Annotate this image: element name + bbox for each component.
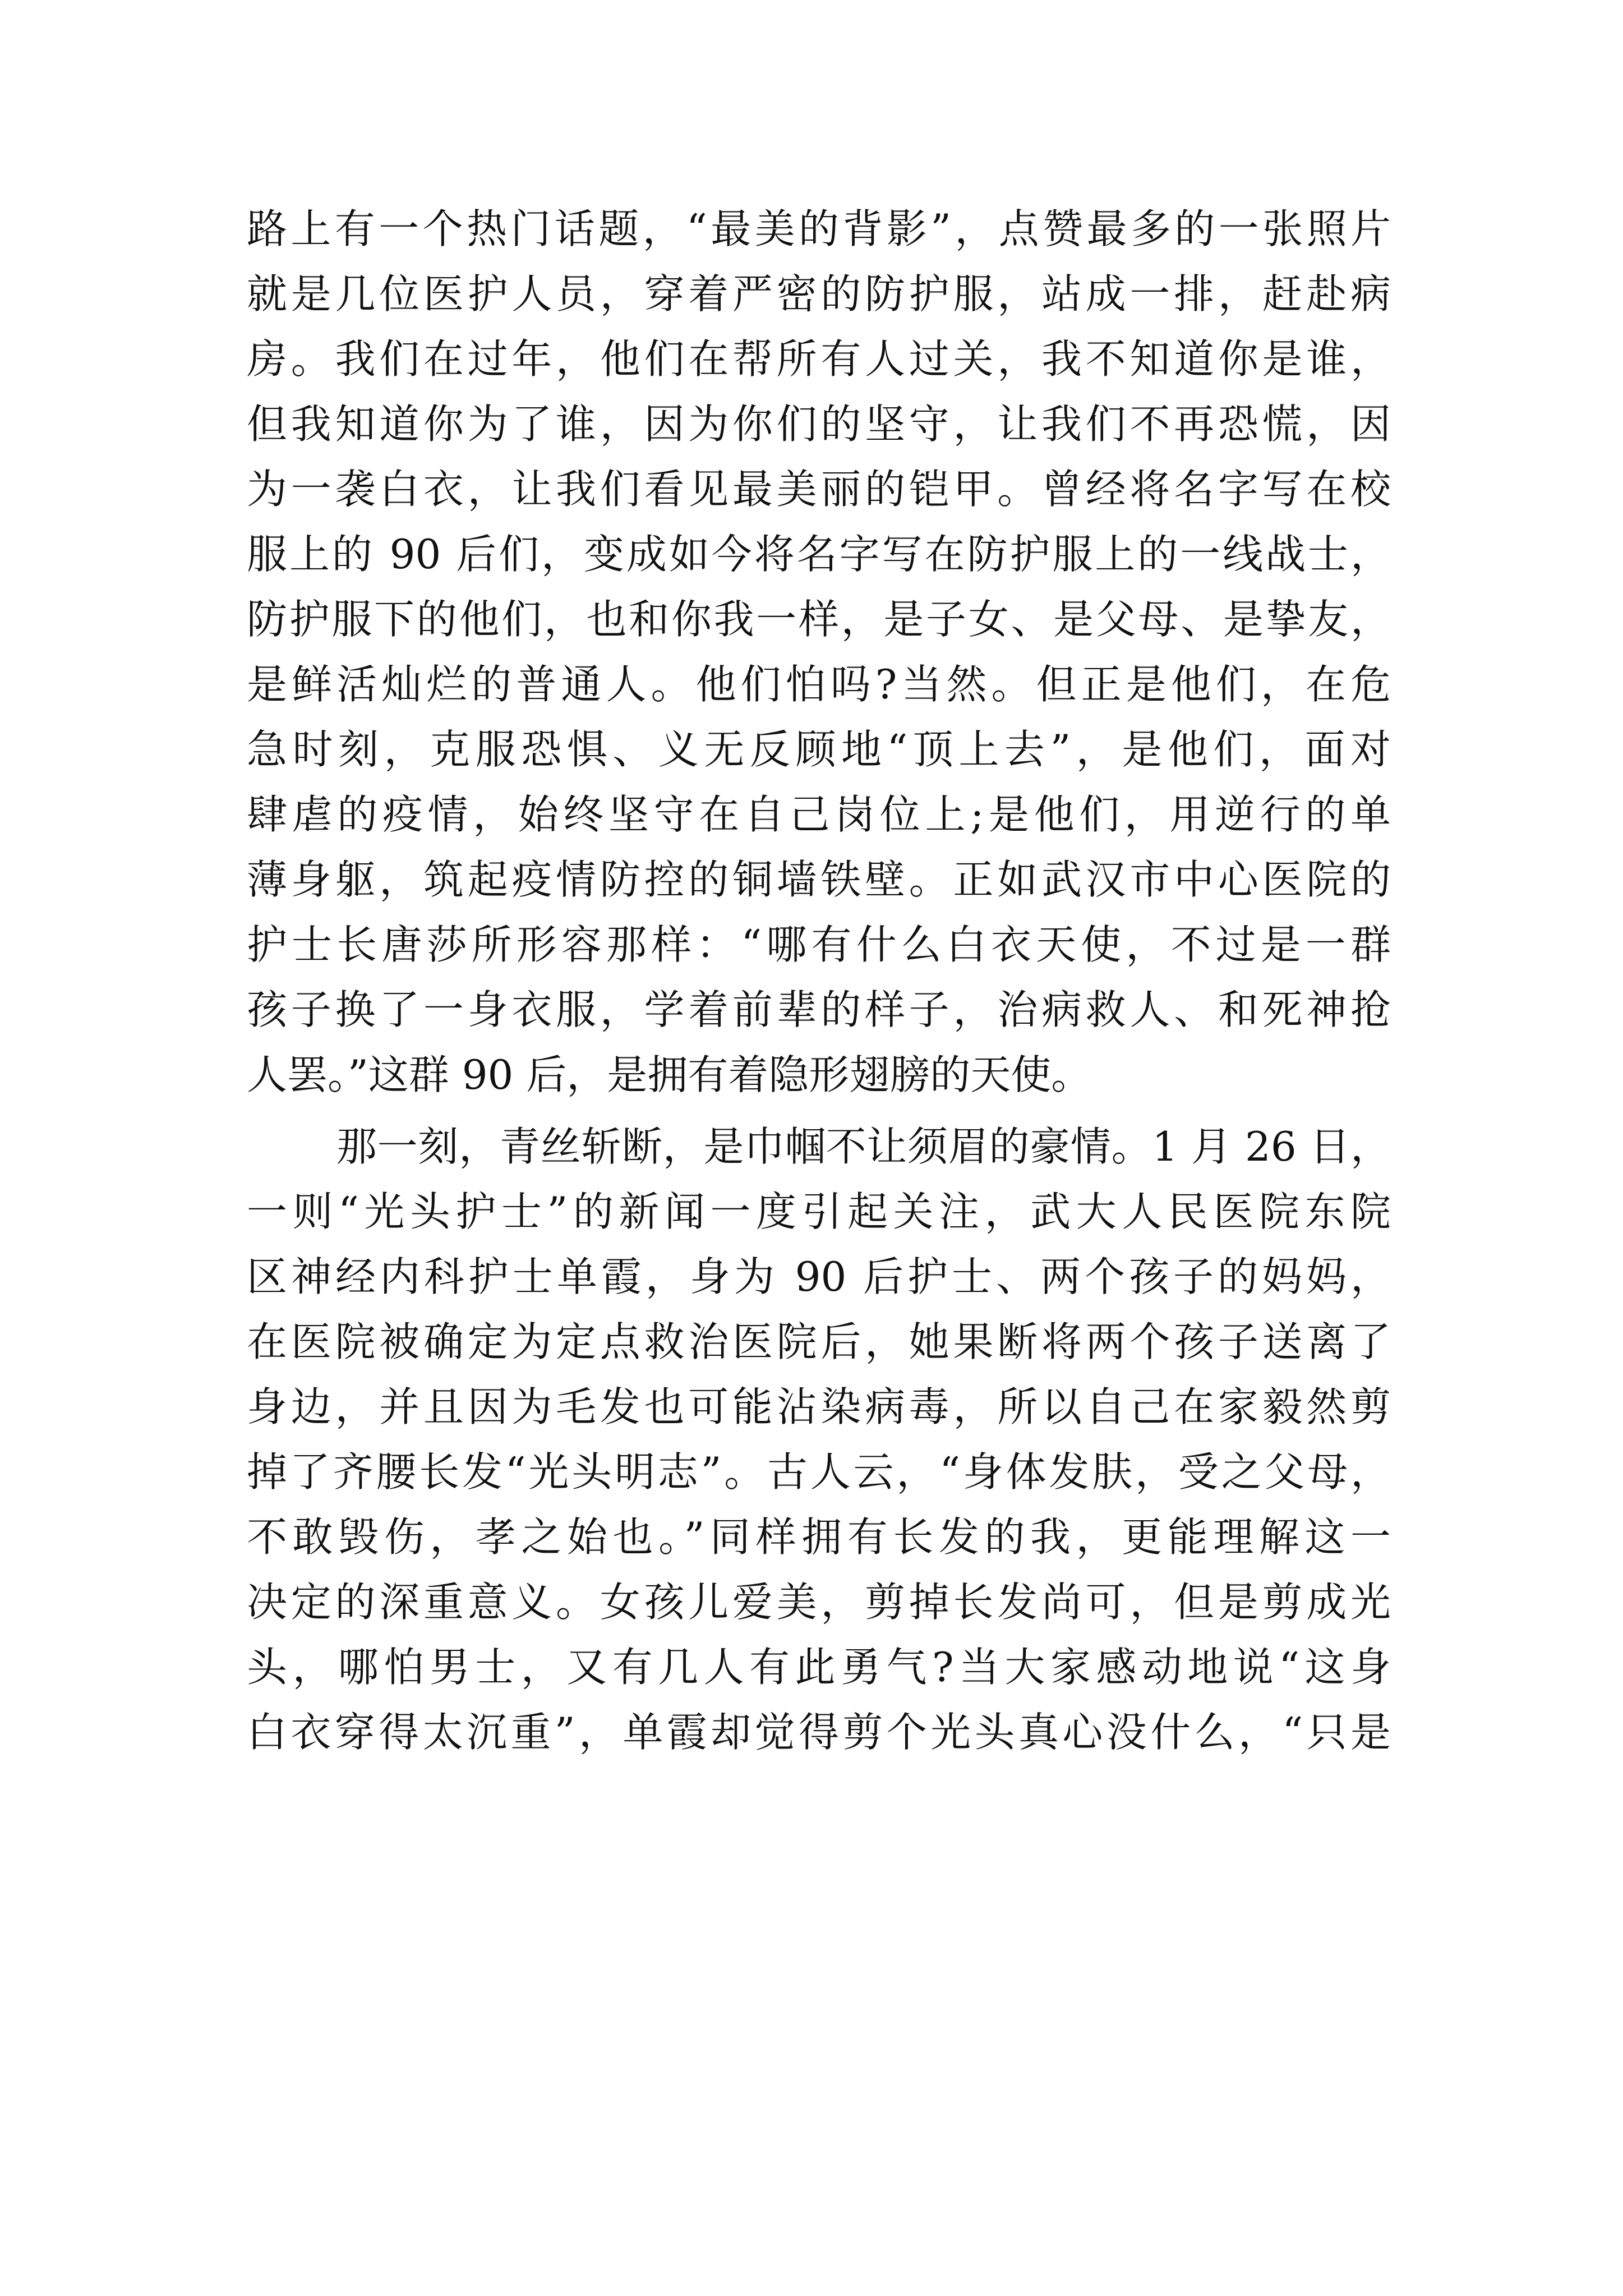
text-line: 薄身躯，筑起疫情防控的铜墙铁壁。正如武汉市中心医院的 — [247, 856, 1391, 903]
text-line: 那一刻，青丝斩断，是巾帼不让须眉的豪情。1 月 26 日， — [336, 1123, 1391, 1170]
text-line: 是鲜活灿烂的普通人。他们怕吗?当然。但正是他们，在危 — [247, 661, 1391, 708]
text-line: 在医院被确定为定点救治医院后，她果断将两个孩子送离了 — [247, 1318, 1391, 1365]
text-line: 肆虐的疫情，始终坚守在自己岗位上;是他们，用逆行的单 — [247, 791, 1391, 838]
text-line: 房。我们在过年，他们在帮所有人过关，我不知道你是谁， — [247, 335, 1391, 383]
text-line: 路上有一个热门话题，“最美的背影”，点赞最多的一张照片 — [247, 205, 1391, 252]
text-line: 身边，并且因为毛发也可能沾染病毒，所以自己在家毅然剪 — [247, 1383, 1391, 1430]
text-line: 护士长唐莎所形容那样：“哪有什么白衣天使，不过是一群 — [247, 921, 1391, 968]
text-line: 孩子换了一身衣服，学着前辈的样子，治病救人、和死神抢 — [247, 986, 1391, 1033]
text-line: 急时刻，克服恐惧、义无反顾地“顶上去”，是他们，面对 — [247, 726, 1391, 773]
text-line: 但我知道你为了谁，因为你们的坚守，让我们不再恐慌，因 — [247, 401, 1391, 448]
text-line: 就是几位医护人员，穿着严密的防护服，站成一排，赶赴病 — [247, 270, 1391, 318]
text-line: 不敢毁伤，孝之始也。”同样拥有长发的我，更能理解这一 — [247, 1513, 1391, 1561]
text-line: 区神经内科护士单霞，身为 90 后护士、两个孩子的妈妈， — [247, 1253, 1391, 1300]
text-line: 人罢。”这群 90 后，是拥有着隐形翅膀的天使。 — [247, 1051, 1092, 1098]
text-line: 防护服下的他们，也和你我一样，是子女、是父母、是挚友， — [247, 596, 1391, 643]
text-line: 为一袭白衣，让我们看见最美丽的铠甲。曾经将名字写在校 — [247, 466, 1391, 513]
text-line: 一则“光头护士”的新闻一度引起关注，武大人民医院东院 — [247, 1188, 1391, 1235]
text-line: 头，哪怕男士，又有几人有此勇气?当大家感动地说“这身 — [247, 1644, 1391, 1691]
text-line: 决定的深重意义。女孩儿爱美，剪掉长发尚可，但是剪成光 — [247, 1579, 1391, 1626]
text-line: 白衣穿得太沉重”，单霞却觉得剪个光头真心没什么，“只是 — [247, 1709, 1391, 1756]
text-line: 掉了齐腰长发“光头明志”。古人云，“身体发肤，受之父母， — [247, 1448, 1391, 1496]
text-line: 服上的 90 后们，变成如今将名字写在防护服上的一线战士， — [247, 531, 1391, 578]
